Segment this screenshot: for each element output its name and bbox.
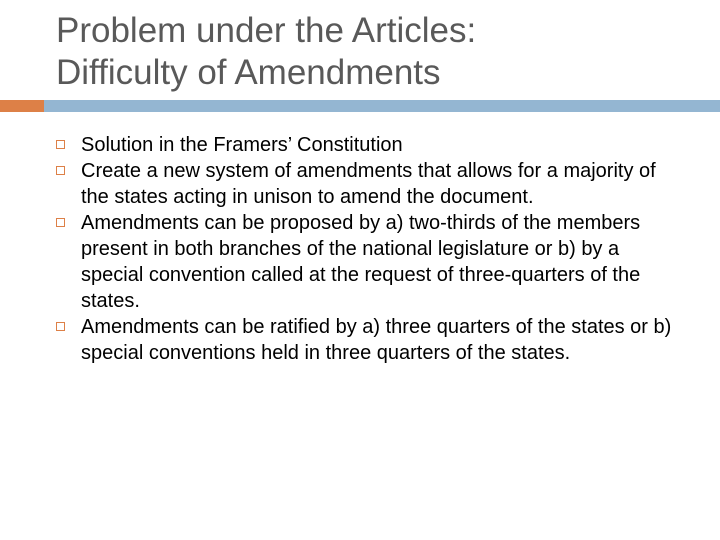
bullet-text: Amendments can be ratified by a) three quarters of the states or b) special conventions held in three quarters of the states. <box>81 316 672 364</box>
hollow-square-bullet-icon <box>56 140 65 149</box>
slide-title-line: Problem under the Articles: <box>56 11 477 50</box>
slide-title-line: Difficulty of Amendments <box>56 53 441 92</box>
bullet-text: Solution in the Framers’ Constitution <box>81 134 403 156</box>
bullet-text: Create a new system of amendments that allows for a majority of the states acting in unison to amend the document. <box>81 160 656 208</box>
hollow-square-bullet-icon <box>56 166 65 175</box>
bullet-item <box>56 210 686 314</box>
slide-title <box>56 10 696 94</box>
hollow-square-bullet-icon <box>56 218 65 227</box>
bullet-item <box>56 314 686 366</box>
title-accent-bar <box>0 100 44 112</box>
bullet-list <box>56 132 686 366</box>
bullet-item <box>56 158 686 210</box>
bullet-text: Amendments can be proposed by a) two-thirds of the members present in both branches of the national legislature or b) by a special convention called at the request of three-quarters of the states. <box>81 212 641 312</box>
hollow-square-bullet-icon <box>56 322 65 331</box>
title-rule-bar <box>44 100 720 112</box>
bullet-item <box>56 132 686 158</box>
